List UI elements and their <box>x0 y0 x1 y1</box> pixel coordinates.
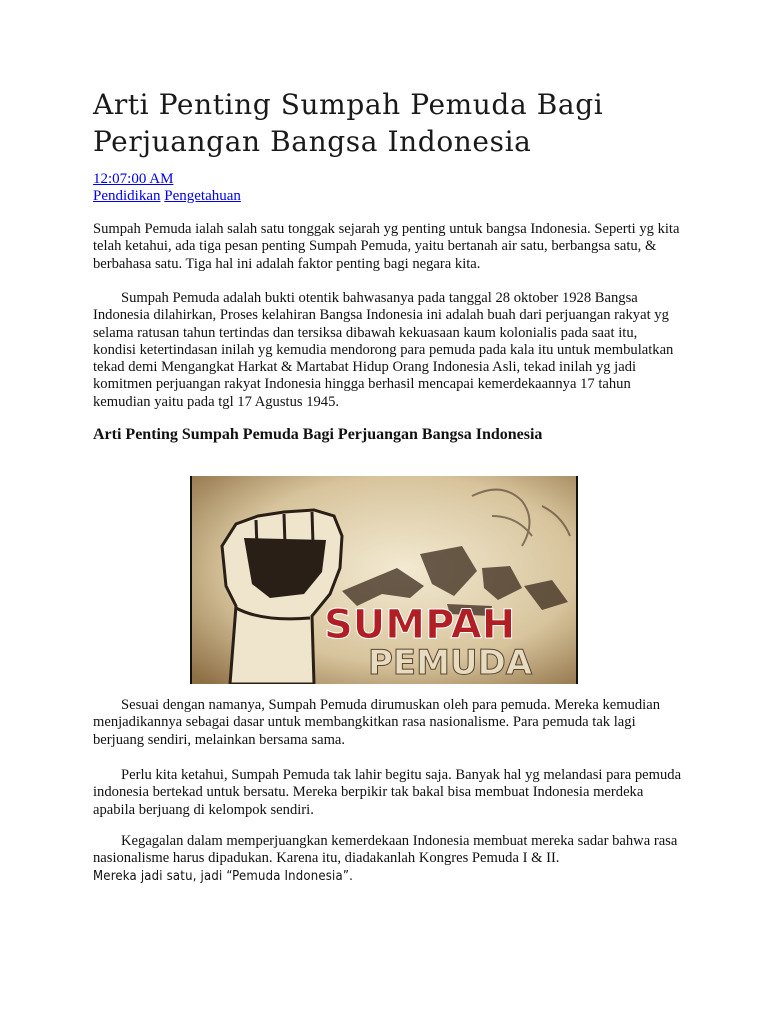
paragraph-1: Sumpah Pemuda ialah salah satu tonggak sejarah yg penting untuk bangsa Indonesia. Seperti yg kita telah ketahui, ada tiga pesan penting Sumpah Pemuda, yaitu bertanah air satu, berbangsa satu, & berbahasa satu. Tiga hal ini adalah faktor penting bagi negara kita. <box>93 221 680 272</box>
image-text-pemuda: PEMUDA <box>368 643 533 683</box>
paragraph-3: Sesuai dengan namanya, Sumpah Pemuda dirumuskan oleh para pemuda. Mereka kemudian menjadikannya sebagai dasar untuk membangkitkan rasa nasionalisme. Para pemuda tak lagi berjuang sendiri, melainkan bersama sama. <box>93 697 661 748</box>
label-link-pendidikan[interactable]: Pendidikan <box>93 188 161 204</box>
sumpah-pemuda-image <box>190 476 578 684</box>
article-title: Arti Penting Sumpah Pemuda Bagi Perjuangan Bangsa Indonesia <box>93 88 604 158</box>
paragraph-2: Sumpah Pemuda adalah bukti otentik bahwasanya pada tanggal 28 oktober 1928 Bangsa Indonesia dilahirkan, Proses kelahiran Bangsa Indonesia ini adalah buah dari perjuangan rakyat yg selama ratusan tahun tertindas dan tersiksa dibawah kekuasaan kaum kolonialis pada saat itu, kondisi ketertindasan inilah yg kemudia mendorong para pemuda pada kala itu untuk membulatkan tekad demi Mengangkat Harkat & Martabat Hidup Orang Indonesia Asli, tekad inilah yg jadi komitmen perjuangan rakyat Indonesia hingga berhasil mencapai kemerdekaannya 17 tahun kemudian yaitu pada tgl 17 Agustus 1945. <box>93 290 674 410</box>
label-link-pengetahuan[interactable]: Pengetahuan <box>164 188 241 204</box>
article-subheading: Arti Penting Sumpah Pemuda Bagi Perjuangan Bangsa Indonesia <box>93 426 543 443</box>
paragraph-5: Kegagalan dalam memperjuangkan kemerdekaan Indonesia membuat mereka sadar bahwa rasa nasionalisme harus dipadukan. Karena itu, diadakanlah Kongres Pemuda I & II. <box>93 833 678 867</box>
post-time-link[interactable]: 12:07:00 AM <box>93 171 174 187</box>
paragraph-5-final-line: Mereka jadi satu, jadi “Pemuda Indonesia”. <box>93 869 354 884</box>
post-meta <box>93 171 241 205</box>
image-text-sumpah: SUMPAH <box>324 602 516 648</box>
paragraph-4: Perlu kita ketahui, Sumpah Pemuda tak lahir begitu saja. Banyak hal yg melandasi para pemuda indonesia bertekad untuk bersatu. Mereka berpikir tak bakal bisa membuat Indonesia merdeka apabila berjuang di kelompok sendiri. <box>93 767 682 818</box>
